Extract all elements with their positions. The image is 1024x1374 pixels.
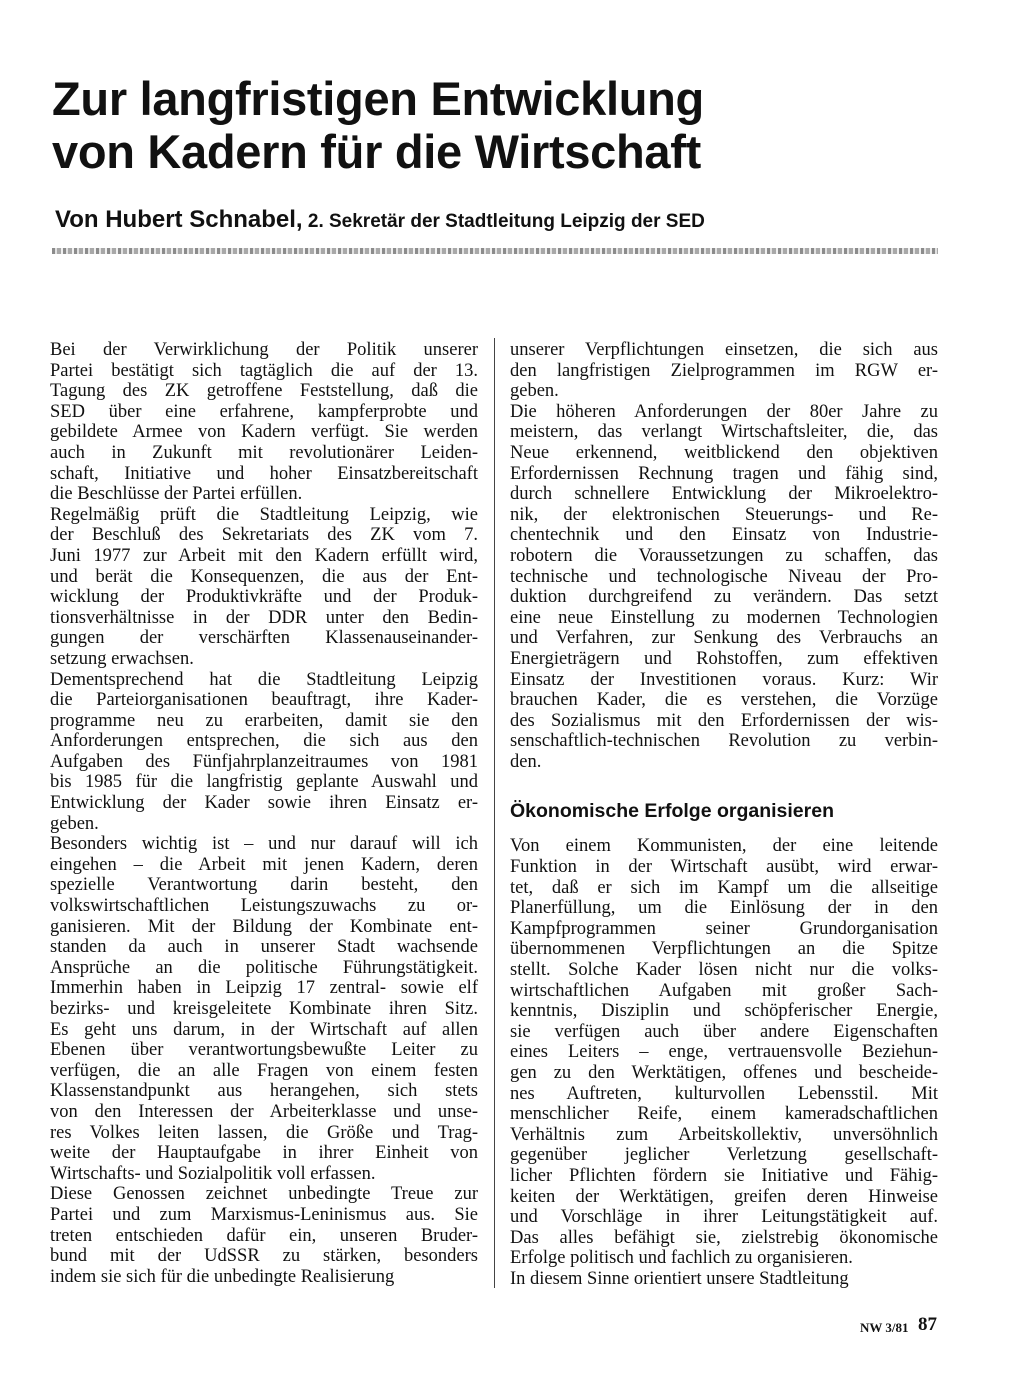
text-line: Erfordernissen Rechnung tragen und fähig sind, — [510, 463, 938, 484]
paragraph — [50, 834, 478, 1184]
text-line: gebildete Armee von Kadern verfügt. Sie werden — [50, 422, 478, 443]
text-line: treten entschieden dafür ein, unseren Bruder- — [50, 1225, 478, 1246]
text-line: wicklung der Produktivkräfte und der Produk- — [50, 587, 478, 608]
text-line: gegenüber jeglicher Verletzung gesellschaft- — [510, 1145, 938, 1166]
text-line: tionsverhältnisse in der DDR unter den Bedin- — [50, 607, 478, 628]
text-line: gungen der verschärften Klassenauseinander- — [50, 628, 478, 649]
text-line: weite der Hauptaufgabe in ihrer Einheit von — [50, 1143, 478, 1164]
text-line: setzung erwachsen. — [50, 648, 194, 669]
text-line: ganisieren. Mit der Bildung der Kombinate ent- — [50, 916, 478, 937]
text-line: Planerfüllung, um die Einlösung der in den — [510, 898, 938, 919]
text-line: und Verfahren, zur Senkung des Verbrauchs an — [510, 628, 938, 649]
text-line: Klassenstandpunkt aus herangehen, sich stets — [50, 1081, 478, 1102]
text-line: nes Auftreten, kulturvollen Lebensstil. Mit — [510, 1083, 938, 1104]
text-line: Es geht uns darum, in der Wirtschaft auf allen — [50, 1019, 478, 1040]
text-line: und Vorschläge in ihrer Leitungstätigkeit auf. — [510, 1207, 938, 1228]
text-line: brauchen Kader, die es verstehen, die Vorzüge — [510, 690, 938, 711]
text-line: den. — [510, 751, 542, 772]
text-line: meistern, das verlangt Wirtschaftsleiter, die, das — [510, 422, 938, 443]
text-line: Bei der Verwirklichung der Politik unserer — [50, 340, 478, 360]
text-line: Wirtschafts- und Sozialpolitik voll erfassen. — [50, 1163, 376, 1184]
text-line: schaft, Initiative und hoher Einsatzbereitschaft — [50, 463, 478, 484]
text-line: Juni 1977 zur Arbeit mit den Kadern erfüllt wird, — [50, 545, 478, 566]
text-line: nik, der elektronischen Steuerungs- und Re- — [510, 504, 938, 525]
text-line: chentechnik und den Einsatz von Industrie- — [510, 525, 938, 546]
text-line: SED über eine erfahrene, kampferprobte und — [50, 401, 478, 422]
author-role: 2. Sekretär der Stadtleitung Leipzig der SED — [302, 211, 705, 232]
text-line: geben. — [50, 813, 99, 834]
text-line: In diesem Sinne orientiert unsere Stadtleitung — [510, 1268, 849, 1289]
right-column-top — [510, 340, 938, 772]
paragraph — [50, 1184, 478, 1287]
text-line: wirtschaftlichen Aufgaben mit großer Sach- — [510, 980, 938, 1001]
text-line: Besonders wichtig ist – und nur darauf will ich — [50, 834, 478, 855]
text-line: Aufgaben des Fünfjahrplanzeitraumes von 1981 — [50, 751, 478, 772]
text-line: tet, daß er sich im Kampf um die allseitige — [510, 877, 938, 898]
text-line: gen zu den Werktätigen, offenes und bescheide- — [510, 1063, 938, 1083]
text-line: der Beschluß des Sekretariats des ZK vom 7. — [50, 525, 478, 546]
text-line: die Parteiorganisationen beauftragt, ihre Kader- — [50, 690, 478, 711]
text-line: res Volkes leiten lassen, die Größe und Trag- — [50, 1122, 478, 1143]
text-line: menschlicher Reife, einem kameradschaftlichen — [510, 1104, 938, 1125]
text-line: verfügen, die an alle Fragen von einem festen — [50, 1060, 478, 1081]
text-line: Partei bestätigt sich tagtäglich die auf der 13. — [50, 360, 478, 381]
paragraph — [50, 340, 478, 505]
text-line: Ansprüche an die politische Führungstätigkeit. — [50, 957, 478, 978]
text-line: licher Pflichten fördern sie Initiative und Fähig- — [510, 1165, 938, 1186]
text-line: Verhältnis zum Arbeitskollektiv, unversöhnlich — [510, 1124, 938, 1145]
section-heading: Ökonomische Erfolge organisieren — [510, 800, 834, 823]
left-column — [50, 340, 478, 1287]
text-line: Ebenen über verantwortungsbewußte Leiter zu — [50, 1040, 478, 1061]
text-line: bund mit der UdSSR zu stärken, besonders — [50, 1246, 478, 1267]
text-line: Tagung des ZK getroffene Feststellung, daß die — [50, 381, 478, 402]
text-line: Partei und zum Marxismus-Leninismus aus. Sie — [50, 1204, 478, 1225]
author-name: Von Hubert Schnabel, — [55, 206, 303, 233]
text-line: volkswirtschaftlichen Leistungszuwachs zu or- — [50, 896, 478, 917]
text-line: eine neue Einstellung zu modernen Technologien — [510, 607, 938, 628]
text-line: übernommenen Verpflichtungen an die Spitze — [510, 939, 938, 960]
right-column — [510, 340, 938, 1290]
paragraph — [50, 505, 478, 670]
text-line: Erfolge politisch und fachlich zu organisieren. — [510, 1248, 853, 1269]
title-line-1: Zur langfristigen Entwicklung — [52, 72, 704, 125]
text-line: geben. — [510, 381, 559, 402]
article-title — [52, 72, 952, 178]
text-line: Neue erkennend, weitblickend den objektiven — [510, 442, 938, 463]
paragraph — [510, 340, 938, 402]
journal-issue: NW 3/81 — [860, 1320, 909, 1335]
paragraph — [50, 670, 478, 835]
text-line: bezirks- und kreisgeleitete Kombinate ihren Sitz. — [50, 999, 478, 1019]
text-line: duktion durchgreifend zu verändern. Das setzt — [510, 587, 938, 608]
text-line: robotern die Voraussetzungen zu schaffen, das — [510, 545, 938, 566]
text-line: eines Leiters – enge, vertrauensvolle Beziehun- — [510, 1042, 938, 1063]
text-line: eingehen – die Arbeit mit jenen Kadern, deren — [50, 854, 478, 875]
text-line: den langfristigen Zielprogrammen im RGW er- — [510, 360, 938, 381]
paragraph — [510, 836, 938, 1268]
text-line: sie verfügen auch über andere Eigenschaften — [510, 1021, 938, 1042]
text-line: durch schnellere Entwicklung der Mikroelektro- — [510, 484, 938, 505]
text-line: bis 1985 für die langfristig geplante Auswahl und — [50, 772, 478, 793]
byline — [55, 206, 955, 234]
column-divider — [494, 338, 495, 1288]
text-line: und berät die Konsequenzen, die aus der Ent- — [50, 566, 478, 587]
text-line: senschaftlich-technischen Revolution zu verbin- — [510, 731, 938, 752]
text-line: keiten der Werktätigen, greifen deren Hinweise — [510, 1186, 938, 1207]
text-line: Dementsprechend hat die Stadtleitung Leipzig — [50, 669, 478, 690]
paragraph — [510, 402, 938, 773]
text-line: stellt. Solche Kader lösen nicht nur die volks- — [510, 960, 938, 981]
text-line: Von einem Kommunisten, der eine leitende — [510, 836, 938, 857]
title-line-2: von Kadern für die Wirtschaft — [52, 125, 701, 178]
paragraph — [510, 1269, 938, 1290]
text-line: standen da auch in unserer Stadt wachsende — [50, 937, 478, 958]
text-line: Diese Genossen zeichnet unbedingte Treue zur — [50, 1184, 478, 1205]
text-line: des Sozialismus mit den Erfordernissen der wis- — [510, 710, 938, 731]
text-line: Regelmäßig prüft die Stadtleitung Leipzig, wie — [50, 504, 478, 525]
text-line: indem sie sich für die unbedingte Realisierung — [50, 1266, 395, 1287]
text-line: Immerhin haben in Leipzig 17 zentral- sowie elf — [50, 978, 478, 999]
text-line: unserer Verpflichtungen einsetzen, die sich aus — [510, 340, 938, 360]
text-line: auch in Zukunft mit revolutionärer Leiden- — [50, 442, 478, 463]
text-line: technische und technologische Niveau der Pro- — [510, 566, 938, 587]
text-line: von den Interessen der Arbeiterklasse und unse- — [50, 1101, 478, 1122]
text-line: Entwicklung der Kader sowie ihren Einsatz er- — [50, 793, 478, 814]
page-number: 87 — [918, 1314, 937, 1335]
text-line: Die höheren Anforderungen der 80er Jahre zu — [510, 401, 938, 422]
text-line: Einsatz der Investitionen voraus. Kurz: Wir — [510, 669, 938, 690]
text-line: programme neu zu erarbeiten, damit sie den — [50, 710, 478, 731]
text-line: die Beschlüsse der Partei erfüllen. — [50, 484, 303, 505]
right-column-bottom — [510, 836, 938, 1289]
text-line: Funktion in der Wirtschaft ausübt, wird erwar- — [510, 857, 938, 878]
text-line: Anforderungen entsprechen, die sich aus den — [50, 731, 478, 752]
header-rule — [52, 248, 938, 254]
text-line: spezielle Verantwortung darin besteht, den — [50, 875, 478, 896]
text-line: Kampfprogrammen seiner Grundorganisation — [510, 918, 938, 939]
text-line: kenntnis, Disziplin und schöpferischer Energie, — [510, 1001, 938, 1022]
text-line: Das alles befähigt sie, zielstrebig ökonomische — [510, 1227, 938, 1248]
text-line: Energieträgern und Rohstoffen, zum effektiven — [510, 648, 938, 669]
